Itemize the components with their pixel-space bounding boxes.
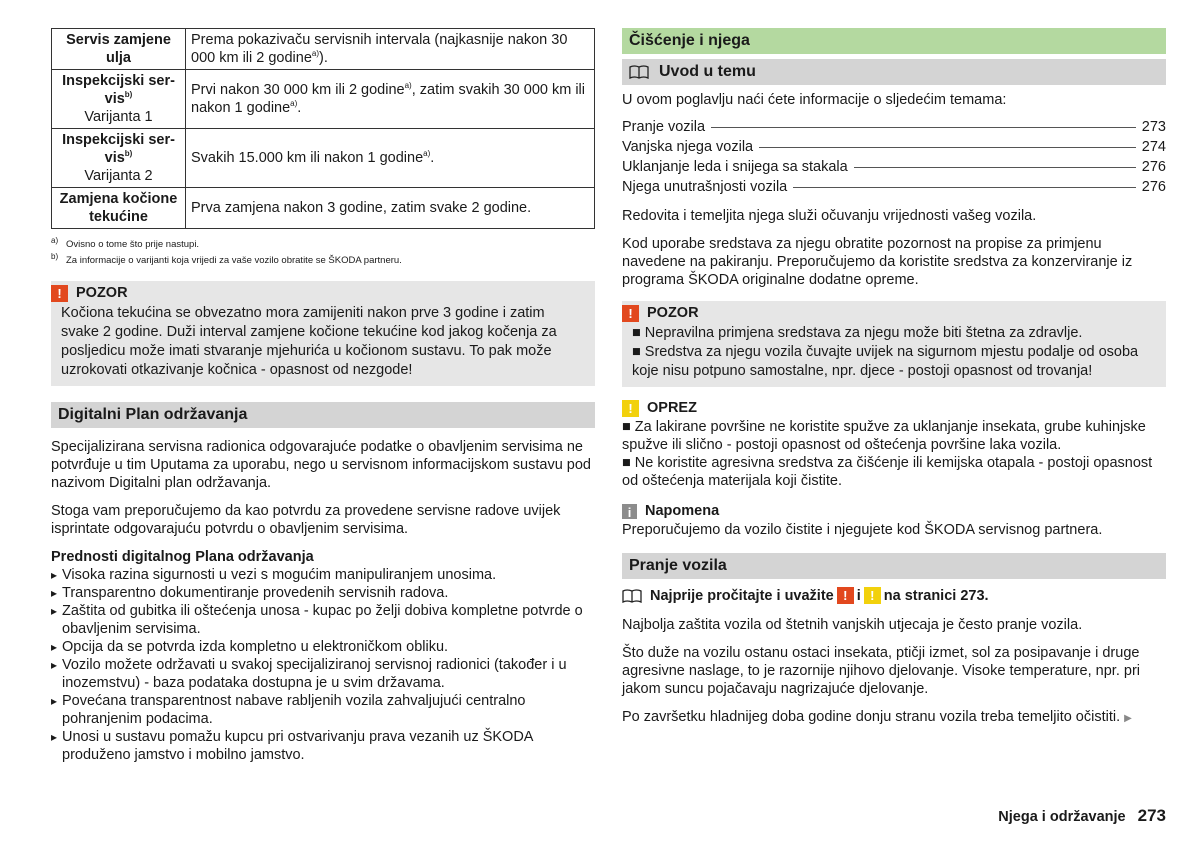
- danger-icon[interactable]: !: [837, 587, 854, 604]
- subheading: Prednosti digitalnog Plana održavanja: [51, 549, 314, 565]
- toc-entry[interactable]: Uklanjanje leda i snijega sa stakala 276: [622, 159, 1166, 175]
- paragraph: Redovita i temeljita njega služi očuvanju vrijednosti vašeg vozila.: [622, 208, 1037, 224]
- warning-heading: ! POZOR: [51, 284, 585, 303]
- pozor-warning-box: [622, 301, 1166, 387]
- caution-heading: ! OPREZ: [622, 399, 1166, 418]
- paragraph: Po završetku hladnijeg doba godine donju stranu vozila treba temeljito očistiti. ▶: [622, 709, 1132, 725]
- danger-icon: !: [622, 305, 639, 322]
- warning-item: ■ Sredstva za njegu vozila čuvajte uvijek na sigurnom mjestu podalje od osoba koje nisu potpuno samostalne, npr. djece - postoji opasnost od trovanja!: [632, 344, 1139, 379]
- topic-list: [622, 117, 1166, 197]
- list-item: ▸ Vozilo možete održavati u svakoj specijaliziranoj servisnoj radionici (također i u inozemstvu) - baza podataka dostupna je u svim državama.: [51, 656, 595, 692]
- warning-item: ■ Nepravilna primjena sredstava za njegu može biti štetna za zdravlje.: [632, 325, 1083, 341]
- table-row-value: Prvi nakon 30 000 km ili 2 godine$^{a)}$, zatim svakih 30 000 km ili nakon 1 godine$^{a)}$.: [186, 70, 595, 129]
- caution-icon: !: [622, 400, 639, 417]
- continue-arrow-icon: ▶: [1124, 713, 1132, 724]
- table-row-value: Svakih 15.000 km ili nakon 1 godine$^{a)}$.: [186, 129, 595, 188]
- list-item: ▸ Povećana transparentnost nabave rabljenih vozila zahvaljujući centralno pohranjenim podacima.: [51, 692, 595, 728]
- paragraph: Specijalizirana servisna radionica odgovarajuće podatke o obavljenim servisima ne potvrđuje u tim Uputama za uporabu, nego u servisnom informacijskom sustavu pod nazivom Digitalni plan održavanja.: [51, 439, 591, 491]
- book-icon: [629, 65, 649, 79]
- table-row: [52, 129, 595, 188]
- service-interval-table: [51, 28, 595, 229]
- list-item: ▸ Transparentno dokumentiranje provedenih servisnih radova.: [51, 584, 595, 602]
- caution-item: ■ Ne koristite agresivna sredstva za čišćenje ili kemijska otapala - postoji opasnost od oštećenja materijala koji čistite.: [622, 455, 1153, 489]
- section-heading-intro: Uvod u temu: [622, 59, 1166, 85]
- list-item: ▸ Opcija da se potvrda izda kompletno u elektroničkom obliku.: [51, 638, 595, 656]
- warning-heading: ! POZOR: [622, 304, 1156, 323]
- table-row-label: Zamjena kočione tekućine: [52, 188, 186, 229]
- page-number: 273: [1137, 806, 1166, 825]
- paragraph: Što duže na vozilu ostanu ostaci insekata, ptičji izmet, sol za posipavanje i druge agresivne naslage, to je razornije njihovo djelovanje. Visoke temperature, npr. pri jakom suncu pojačavaju nagrizajuće djelovanje.: [622, 645, 1141, 697]
- footnotes: [51, 237, 595, 269]
- toc-entry[interactable]: Njega unutrašnjosti vozila 276: [622, 179, 1166, 195]
- footnote: $^{b)}$ Za informacije o varijanti koja vrijedi za vaše vozilo obratite se ŠKODA partneru.: [51, 251, 402, 266]
- toc-entry[interactable]: Vanjska njega vozila 274: [622, 139, 1166, 155]
- page-footer: [998, 806, 1166, 826]
- brake-fluid-warning-box: [51, 281, 595, 386]
- table-row-value: Prema pokazivaču servisnih intervala (najkasnije nakon 30 000 km ili 2 godine$^{a)}$).: [186, 29, 595, 70]
- section-heading-digital-plan: Digitalni Plan održavanja: [51, 402, 595, 428]
- read-first-reference: Najprije pročitajte i uvažite ! i ! na stranici 273.: [622, 587, 1166, 604]
- table-row: [52, 29, 595, 70]
- footnote: $^{a)}$ Ovisno o tome što prije nastupi.: [51, 235, 200, 250]
- toc-entry[interactable]: Pranje vozila 273: [622, 119, 1166, 135]
- note-heading: i Napomena: [622, 502, 1166, 521]
- caution-icon[interactable]: !: [864, 587, 881, 604]
- table-row: [52, 188, 595, 229]
- table-row-label: Inspekcijski ser-vis$^{b)}$ Varijanta 2: [52, 129, 186, 188]
- table-row-label: Inspekcijski ser-vis$^{b)}$ Varijanta 1: [52, 70, 186, 129]
- left-column: [51, 28, 595, 764]
- caution-item: ■ Za lakirane površine ne koristite spužve za uklanjanje insekata, grube kuhinjske spužve ili slično - postoji opasnost od oštećenja površine laka vozila.: [622, 419, 1146, 453]
- oprez-caution: [622, 399, 1166, 490]
- paragraph: Stoga vam preporučujemo da kao potvrdu za provedene servisne radove uvijek isprintate odgovarajuću potvrdu o obavljenim servisima.: [51, 503, 561, 537]
- paragraph: Najbolja zaštita vozila od štetnih vanjskih utjecaja je često pranje vozila.: [622, 617, 1083, 633]
- page-link[interactable]: na stranici 273.: [883, 587, 989, 604]
- chapter-heading: Čišćenje i njega: [622, 28, 1166, 54]
- list-item: ▸ Unosi u sustavu pomažu kupcu pri ostvarivanju prava vezanih uz ŠKODA produženo jamstvo i mobilno jamstvo.: [51, 728, 595, 764]
- note-text: Preporučujemo da vozilo čistite i njegujete kod ŠKODA servisnog partnera.: [622, 522, 1103, 538]
- table-row-value: Prva zamjena nakon 3 godine, zatim svake 2 godine.: [186, 188, 595, 229]
- section-heading-pranje: Pranje vozila: [622, 553, 1166, 579]
- list-item: ▸ Zaštita od gubitka ili oštećenja unosa - kupac po želji dobiva kompletne potvrde o obavljenim servisima.: [51, 602, 595, 638]
- paragraph: Kod uporabe sredstava za njegu obratite pozornost na propise za primjenu navedene na pakiranju. Preporučujemo da koristite sredstva za konzerviranje iz programa ŠKODA originalne dodatne opreme.: [622, 236, 1133, 288]
- footer-chapter-title: Njega i održavanje: [998, 809, 1126, 825]
- info-icon: i: [622, 504, 637, 519]
- intro-text: U ovom poglavlju naći ćete informacije o sljedećim temama:: [622, 92, 1007, 108]
- list-item: ▸ Visoka razina sigurnosti u vezi s mogućim manipuliranjem unosima.: [51, 566, 595, 584]
- danger-icon: !: [51, 285, 68, 302]
- book-icon: [622, 589, 642, 603]
- napomena-note: [622, 502, 1166, 539]
- warning-text: Kočiona tekućina se obvezatno mora zamijeniti nakon prve 3 godine i zatim svake 2 godine. Duži interval zamjene kočione tekućine kod jakog kočenja za posljedicu može imati stvaranje mjehurića u kočionom sustavu. To pak može uzrokovati otkazivanje kočnica - opasnost od nezgode!: [61, 305, 557, 378]
- table-row: [52, 70, 595, 129]
- advantages-list: [51, 566, 595, 764]
- table-row-label: Servis zamjene ulja: [52, 29, 186, 70]
- right-column: [622, 28, 1166, 728]
